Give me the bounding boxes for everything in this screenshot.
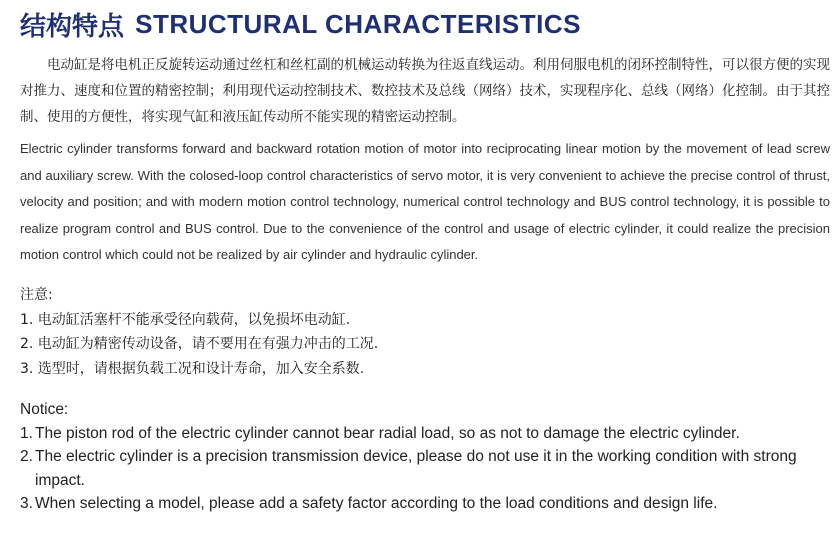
intro-paragraph-english: Electric cylinder transforms forward and backward rotation motion of motor into reciprocating linear motion by the movement of lead screw and auxiliary screw. With the colosed-loop control characteristics of servo motor, it is very convenient to achieve the precise control of thrust, velocity and position; and with modern motion control technology, numerical control technology and BUS control technology, it is possible to realize program control and BUS control. Due to the convenience of the control and usage of electric cylinder, it could realize the precision motion control which could not be realized by air cylinder and hydraulic cylinder. bbox=[20, 141, 830, 262]
notes-chinese-heading: 注意: bbox=[20, 287, 53, 303]
notes-chinese-item: 3. 选型时，请根据负载工况和设计寿命，加入安全系数. bbox=[20, 360, 365, 377]
title-english: STRUCTURAL CHARACTERISTICS bbox=[135, 9, 581, 39]
notes-english-heading: Notice: bbox=[20, 401, 69, 418]
item-number: 1. bbox=[20, 424, 33, 442]
notes-english-item bbox=[20, 445, 830, 492]
item-text: The piston rod of the electric cylinder cannot bear radial load, so as not to damage the electric cylinder. bbox=[35, 424, 740, 442]
notes-chinese bbox=[20, 283, 830, 381]
item-number: 3. bbox=[20, 495, 33, 512]
item-text: When selecting a model, please add a safety factor according to the load conditions and design life. bbox=[35, 495, 718, 512]
notes-english-item bbox=[20, 422, 830, 446]
item-number: 2. bbox=[20, 448, 33, 465]
notes-english-item bbox=[20, 492, 830, 516]
title-chinese: 结构特点 bbox=[20, 12, 125, 42]
intro-paragraph-chinese: 电动缸是将电机正反旋转运动通过丝杠和丝杠副的机械运动转换为往返直线运动。利用伺服电机的闭环控制特性，可以很方便的实现对推力、速度和位置的精密控制；利用现代运动控制技术、数控技术及总线（网络）技术，实现程序化、总线（网络）化控制。由于其控制、使用的方便性，将实现气缸和液压缸传动所不能实现的精密运动控制。 bbox=[20, 57, 830, 125]
notes-chinese-item: 1. 电动缸活塞杆不能承受径向载荷，以免损坏电动缸. bbox=[20, 311, 351, 328]
notes-english bbox=[20, 398, 830, 516]
notes-chinese-item: 2. 电动缸为精密传动设备，请不要用在有强力冲击的工况. bbox=[20, 336, 379, 352]
page-title bbox=[20, 6, 581, 46]
item-text: The electric cylinder is a precision transmission device, please do not use it in the working condition with strong impact. bbox=[35, 448, 797, 489]
